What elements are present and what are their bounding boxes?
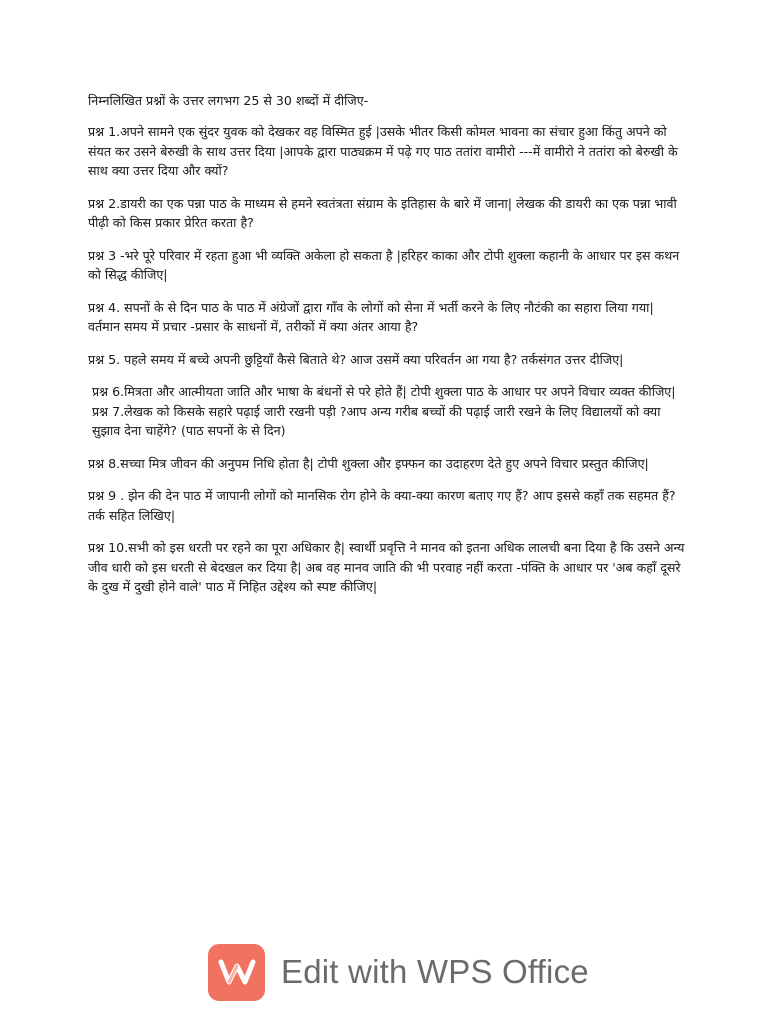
question-2: प्रश्न 2.डायरी का एक पन्ना पाठ के माध्यम से हमने स्वतंत्रता संग्राम के इतिहास के बारे में जाना| लेखक की डायरी का एक पन्ना भावी पीढ़ी को किस प्रकार प्रेरित करता है?	[88, 195, 677, 230]
question-10: प्रश्न 10.सभी को इस धरती पर रहने का पूरा अधिकार है| स्वार्थी प्रवृत्ति ने मानव को इतना अधिक लालची बना दिया है कि उसने अन्य जीव धारी को इस धरती से बेदखल कर दिया है| अब वह मानव जाति की भी परवाह नहीं करता -पंक्ति के आधार पर 'अब कहाँ दूसरे के दुख में दुखी होने वाले' पाठ में निहित उद्देश्य को स्पष्ट कीजिए|	[88, 540, 685, 594]
question-4: प्रश्न 4. सपनों के से दिन पाठ के पाठ में अंग्रेजों द्वारा गाँव के लोगों को सेना में भर्ती करने के लिए नौटंकी का सहारा लिया गया| वर्तमान समय में प्रचार -प्रसार के साधनों में, तरीकों में क्या अंतर आया है?	[88, 299, 654, 334]
wps-watermark[interactable]	[208, 942, 589, 1002]
wps-watermark-text: Edit with WPS Office	[281, 953, 589, 990]
wps-w-logo-icon	[208, 944, 265, 1001]
question-6-7: प्रश्न 6.मित्रता और आत्मीयता जाति और भाषा के बंधनों से परे होते हैं| टोपी शुक्ला पाठ के आधार पर अपने विचार व्यक्त कीजिए| प्रश्न 7.लेखक को किसके सहारे पढ़ाई जारी रखनी पड़ी ?आप अन्य गरीब बच्चों की पढ़ाई जारी रखने के लिए विद्यालयों को क्या सुझाव देना चाहेंगे? (पाठ सपनों के से दिन)	[92, 384, 676, 438]
document-page	[88, 92, 688, 610]
question-5: प्रश्न 5. पहले समय में बच्चे अपनी छुट्टियाँ कैसे बिताते थे? आज उसमें क्या परिवर्तन आ गया है? तर्कसंगत उत्तर दीजिए|	[88, 351, 624, 367]
instructions-heading: निम्नलिखित प्रश्नों के उत्तर लगभग 25 से 30 शब्दों में दीजिए-	[88, 93, 369, 108]
question-1: प्रश्न 1.अपने सामने एक सुंदर युवक को देखकर वह विस्मित हुई |उसके भीतर किसी कोमल भावना का संचार हुआ किंतु अपने को संयत कर उसने बेरुखी के साथ उत्तर दिया |आपके द्वारा पाठ्यक्रम में पढ़े गए पाठ ततांरा वामीरो ---में वामीरो ने ततांरा को बेरुखी के साथ क्या उत्तर दिया और क्यों?	[88, 124, 678, 178]
question-9: प्रश्न 9 . झेन की देन पाठ में जापानी लोगों को मानसिक रोग होने के क्या-क्या कारण बताए गए हैं? आप इससे कहाँ तक सहमत हैं? तर्क सहित लिखिए|	[88, 488, 676, 523]
question-8: प्रश्न 8.सच्चा मित्र जीवन की अनुपम निधि होता है| टोपी शुक्ला और इफ्फन का उदाहरण देते हुए अपने विचार प्रस्तुत कीजिए|	[88, 455, 649, 471]
question-3: प्रश्न 3 -भरे पूरे परिवार में रहता हुआ भी व्यक्ति अकेला हो सकता है |हरिहर काका और टोपी शुक्ला कहानी के आधार पर इस कथन को सिद्ध कीजिए|	[88, 247, 680, 282]
